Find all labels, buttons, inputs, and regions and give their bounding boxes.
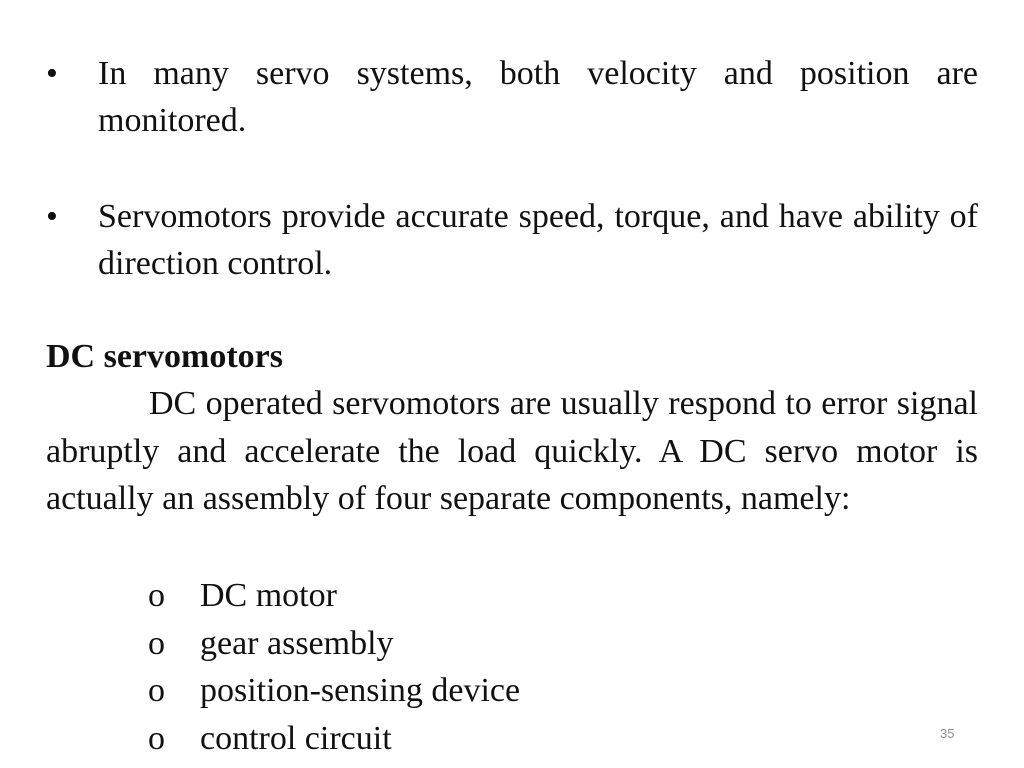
list-item: [148, 620, 520, 668]
list-item-text: gear assembly: [200, 624, 394, 662]
list-item: [148, 667, 520, 715]
list-item-text: control circuit: [200, 719, 392, 757]
list-marker: o: [148, 719, 165, 757]
list-item-text: DC motor: [200, 577, 337, 614]
section-paragraph: DC operated servomotors are usually respond to error signal abruptly and accelerate the load quickly. A DC servo motor is actually an assembly of four separate components, namely:: [46, 385, 978, 517]
bullet-item: [46, 193, 978, 287]
list-item: [148, 572, 520, 620]
bullet-marker: •: [46, 55, 58, 92]
list-marker: o: [148, 624, 165, 662]
bullet-text: Servomotors provide accurate speed, torque, and have ability of direction control.: [98, 198, 978, 282]
list-item: [148, 715, 520, 763]
bullet-marker: •: [46, 198, 58, 235]
list-item-text: position-sensing device: [200, 672, 521, 709]
section-heading: DC servomotors: [46, 338, 283, 375]
list-marker: o: [148, 672, 165, 709]
bullet-text: In many servo systems, both velocity and position are monitored.: [98, 55, 978, 139]
slide-number: 35: [940, 726, 955, 741]
list-marker: o: [148, 577, 165, 614]
component-list: [148, 572, 520, 762]
bullet-item: [46, 50, 978, 144]
